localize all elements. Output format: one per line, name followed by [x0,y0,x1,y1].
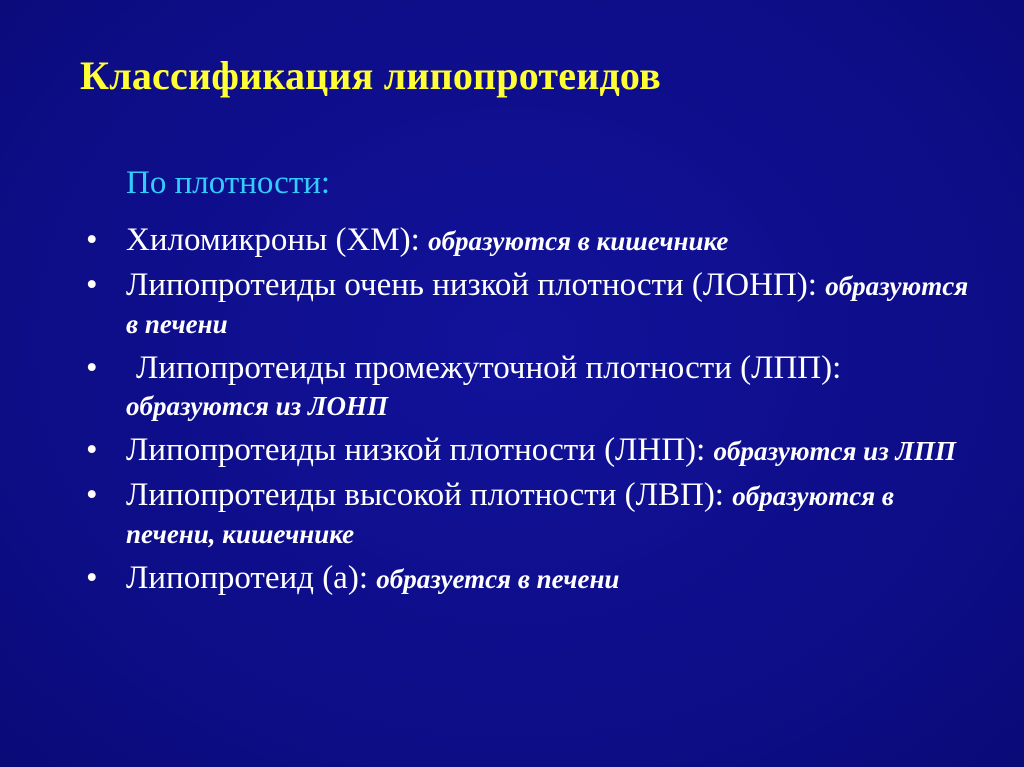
list-item-lvp [86,477,986,553]
bullet-icon: • [86,432,98,468]
item-text: Липопротеиды низкой плотности (ЛНП): [126,432,714,468]
bullet-icon: • [86,477,98,513]
item-text: Хиломикроны (ХМ): [126,222,429,258]
bullet-icon: • [86,560,98,596]
bullet-list [86,222,986,605]
item-text: Липопротеиды очень низкой плотности (ЛОНП): [126,267,826,303]
item-text: Липопротеид (а): [126,560,377,596]
list-item-lnp [86,432,986,470]
item-note: образуются из ЛПП [713,436,957,466]
item-note: образуются из ЛОНП [126,391,388,421]
slide-title: Классификация липопротеидов [80,53,661,98]
list-item-lpa [86,560,986,598]
bullet-icon: • [86,222,98,258]
list-item-lonp [86,267,986,343]
item-text: Липопротеиды промежуточной плотности (ЛПП): [136,350,842,386]
item-note: образуется в печени [376,564,620,594]
item-note: образуются в кишечнике [428,226,729,256]
bullet-icon: • [86,350,98,386]
item-text: Липопротеиды высокой плотности (ЛВП): [126,477,733,513]
list-item-lpp [86,350,986,425]
slide-subtitle: По плотности: [126,165,331,201]
bullet-icon: • [86,267,98,303]
item-note: образуются в печени [126,271,969,339]
item-note: образуются в печени, кишечнике [126,481,894,549]
list-item-xm [86,222,986,260]
